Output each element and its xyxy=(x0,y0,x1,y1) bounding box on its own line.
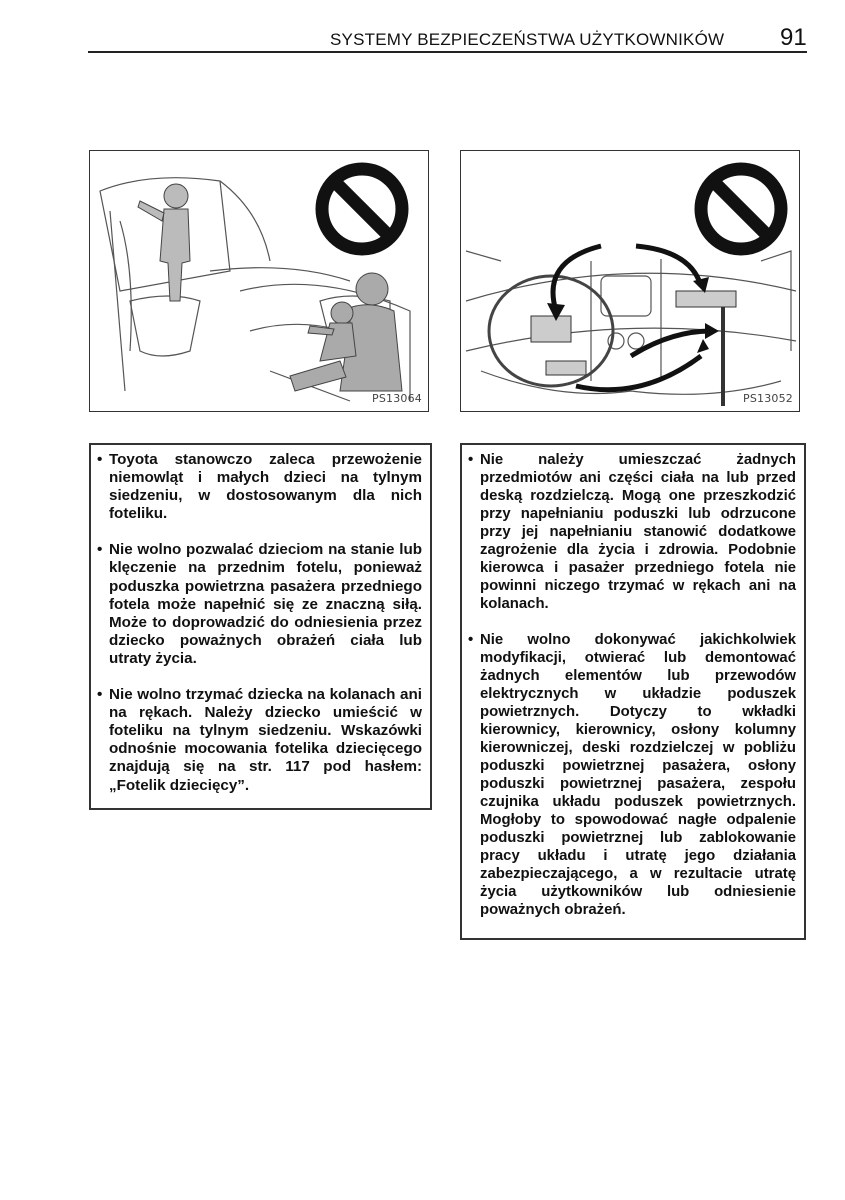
warning-text: Nie wolno pozwalać dzieciom na stanie lub klęczenie na przednim fotelu, ponieważ poduszka powietrzna pasażera przedniego fotela może napełnić się ze znaczną siłą. Może to doprowadzić do odniesienia przez dziecko poważnych obrażeń ciała lub utraty życia. xyxy=(109,541,422,667)
figure-code: PS13064 xyxy=(371,392,422,405)
warning-text: Nie wolno trzymać dziecka na kolanach ani na rękach. Należy dziecko umieścić w foteliku na tylnym siedzeniu. Wskazówki odnośnie mocowania fotelika dziecięcego znajdują się na str. 117 pod hasłem: „Fotelik dziecięcy”. xyxy=(109,686,422,794)
warning-item xyxy=(97,686,422,795)
warning-box-airbag xyxy=(460,443,806,940)
prohibition-sign-icon xyxy=(701,169,781,249)
illustration-child-in-car xyxy=(90,151,429,412)
bullet-icon: • xyxy=(97,686,103,704)
warning-item xyxy=(97,451,422,523)
bullet-icon: • xyxy=(97,541,103,559)
illustration-dashboard xyxy=(461,151,800,412)
warning-item xyxy=(468,631,796,919)
warning-item xyxy=(97,541,422,668)
bullet-icon: • xyxy=(468,632,474,648)
warning-text: Nie wolno dokonywać jakichkolwiek modyfikacji, otwierać lub demontować żadnych elementów lub przewodów elektrycznych w układzie poduszek powietrznych. Dotyczy to wkładki kierownicy, kierownicy, osłony kolumny kierowniczej, deski rozdzielczej w pobliżu poduszki powietrznej pasażera, osłony poduszki powietrznej pasażera, zespołu czujnika układu poduszek powietrznych. Mogłoby to spowodować nagłe odpalenie poduszki powietrznej lub zablokowanie pracy układu i utratę jego działania zabezpieczającego, a w rezultacie utratę życia użytkowników lub odniesienie poważnych obrażeń. xyxy=(480,632,796,918)
page-header-title: SYSTEMY BEZPIECZEŃSTWA UŻYTKOWNIKÓW xyxy=(330,30,725,49)
prohibition-sign-icon xyxy=(322,169,402,249)
warning-box-children xyxy=(89,443,432,810)
figure-code: PS13052 xyxy=(742,392,793,405)
warning-text: Toyota stanowczo zaleca przewożenie niemowląt i małych dzieci na tylnym siedzeniu, w dostosowanym dla nich foteliku. xyxy=(109,451,422,523)
figure-child-airbag xyxy=(89,150,429,412)
warning-text: Nie należy umieszczać żadnych przedmiotów ani części ciała na lub przed deską rozdzielczą. Mogą one przeszkodzić przy napełnianiu poduszki lub odrzucone przy jej napełnianiu stanowić dodatkowe zagrożenie dla życia i zdrowia. Podobnie kierowca i pasażer przedniego fotela nie powinni niczego trzymać w rękach ani na kolanach. xyxy=(480,452,796,612)
page-number: 91 xyxy=(780,24,807,51)
bullet-icon: • xyxy=(468,452,474,468)
header-divider xyxy=(88,51,807,53)
warning-item xyxy=(468,451,796,613)
bullet-icon: • xyxy=(97,451,103,468)
figure-dashboard-objects xyxy=(460,150,800,412)
